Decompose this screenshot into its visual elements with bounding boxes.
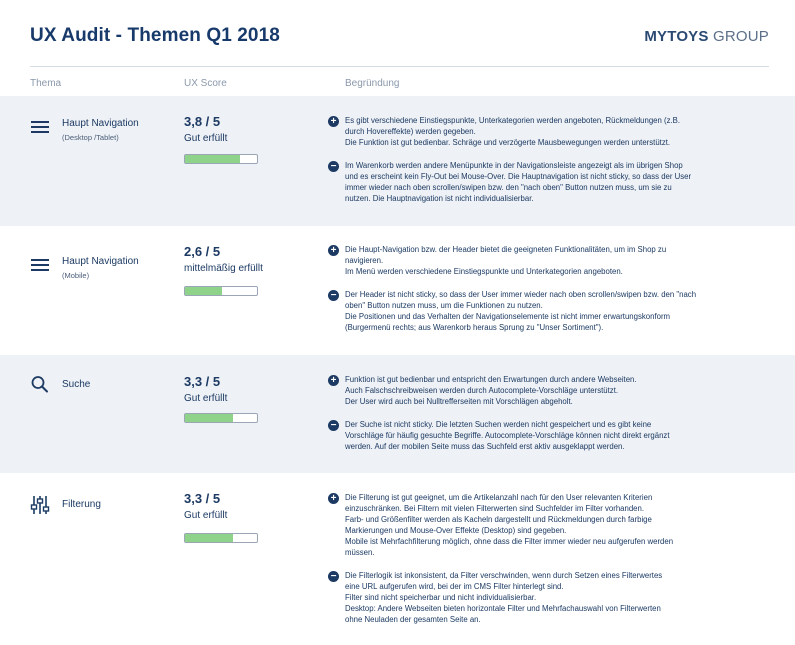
negative-point xyxy=(328,160,768,204)
minus-circle-icon: − xyxy=(328,290,339,301)
audit-row-haupt-navigation-desktop xyxy=(0,96,795,226)
score-bar-fill xyxy=(185,534,233,542)
reason-cell xyxy=(328,374,768,452)
score-bar xyxy=(184,533,258,543)
topic-subtitle: (Mobile) xyxy=(62,271,90,280)
score-label: Gut erfüllt xyxy=(184,393,228,404)
hamburger-menu-icon xyxy=(30,256,52,274)
score-cell xyxy=(184,491,227,521)
positive-point xyxy=(328,374,768,407)
topic-name: Haupt Navigation xyxy=(62,256,139,267)
positive-point xyxy=(328,115,768,148)
column-header-thema: Thema xyxy=(30,78,62,89)
company-logo xyxy=(644,28,769,45)
audit-row-filterung xyxy=(0,474,795,645)
positive-text: Die Haupt-Navigation bzw. der Header bietet die geeigneten Funktionalitäten, um im Shop zu navigieren. Im Menü werden verschiedene Einstiegspunkte und Unterkategorien angeboten. xyxy=(345,245,667,276)
positive-point xyxy=(328,492,768,558)
score-value: 3,3 / 5 xyxy=(184,374,221,389)
topic-name: Filterung xyxy=(62,499,101,510)
score-value: 3,3 / 5 xyxy=(184,491,221,506)
hamburger-menu-icon xyxy=(30,118,52,136)
reason-cell xyxy=(328,244,768,333)
score-cell xyxy=(184,114,227,144)
plus-circle-icon: + xyxy=(328,116,339,127)
score-bar xyxy=(184,154,258,164)
search-icon xyxy=(30,375,52,393)
topic-cell xyxy=(30,375,90,393)
audit-row-haupt-navigation-mobile xyxy=(0,228,795,354)
score-bar xyxy=(184,286,258,296)
positive-point xyxy=(328,244,768,277)
header-divider xyxy=(30,66,769,67)
score-value: 2,6 / 5 xyxy=(184,244,221,259)
topic-subtitle: (Desktop /Tablet) xyxy=(62,133,119,142)
positive-text: Die Filterung ist gut geeignet, um die Artikelanzahl nach für den User relevanten Kriterien einzuschränken. Bei Filtern mit vielen Filterwerten sind Suchfelder im Filter vorhanden. Farb- und Größenfilter werden als Kacheln dargestellt und Rückmeldungen durch farbige Markierungen und Mouse-Over Effekte (Desktop) sind gegeben. Mobile ist Mehrfachfilterung möglich, ohne dass die Filter immer wieder neu aufgerufen werden müssen. xyxy=(345,493,674,557)
audit-row-suche xyxy=(0,355,795,473)
negative-text: Der Suche ist nicht sticky. Die letzten Suchen werden nicht gespeichert und es gibt keine Vorschläge für häufig gesuchte Begriffe. Autocomplete-Vorschläge können nicht direkt ergänzt werden. Auf der mobilen Seite muss das Suchfeld erst aktiv ausgeklappt werden. xyxy=(345,420,670,451)
negative-point xyxy=(328,289,768,333)
page-title: UX Audit - Themen Q1 2018 xyxy=(30,25,280,46)
score-label: Gut erfüllt xyxy=(184,133,228,144)
score-bar-fill xyxy=(185,287,222,295)
reason-cell xyxy=(328,115,768,204)
score-cell xyxy=(184,374,227,404)
topic-cell xyxy=(30,256,139,280)
score-bar xyxy=(184,413,258,423)
minus-circle-icon: − xyxy=(328,161,339,172)
negative-point xyxy=(328,570,768,625)
plus-circle-icon: + xyxy=(328,493,339,504)
positive-text: Funktion ist gut bedienbar und entspricht den Erwartungen durch andere Webseiten. Auch Falschschreibweisen werden durch Autocomplete-Vorschläge unterstützt. Der User wird auch bei Nulltrefferseiten mit Vorschlägen abgeholt. xyxy=(345,375,637,406)
minus-circle-icon: − xyxy=(328,571,339,582)
filter-sliders-icon xyxy=(30,494,52,514)
topic-name: Suche xyxy=(62,379,91,390)
topic-cell xyxy=(30,494,101,514)
topic-cell xyxy=(30,118,139,142)
column-header-score: UX Score xyxy=(184,78,227,89)
score-value: 3,8 / 5 xyxy=(184,114,221,129)
score-bar-fill xyxy=(185,414,233,422)
negative-text: Die Filterlogik ist inkonsistent, da Filter verschwinden, wenn durch Setzen eines Filterwertes eine URL aufgerufen wird, bei der im CMS Filter hinterlegt sind. Filter sind nicht speicherbar und nicht individualisierbar. Desktop: Andere Webseiten bieten horizontale Filter und Mehrfachauswahl von Filterwerten ohne Neuladen der gesamten Seite an. xyxy=(345,571,663,624)
negative-text: Der Header ist nicht sticky, so dass der User immer wieder nach oben scrollen/swipen bzw. den "nach oben" Button nutzen muss, um die Funktionen zu nutzen. Die Positionen und das Verhalten der Navigationselemente ist nicht immer erwartungskonform (Burgermenü rechts; aus Warenkorb heraus Sprung zu "Unser Sortiment"). xyxy=(345,290,697,332)
score-cell xyxy=(184,244,263,274)
negative-text: Im Warenkorb werden andere Menüpunkte in der Navigationsleiste angezeigt als im übrigen Shop und es erscheint kein Fly-Out bei Mouse-Over. Die Hauptnavigation ist nicht sticky, so dass der User immer wieder nach oben scrollen/swipen bzw. den "nach oben" Button nutzen muss, um sie zu nutzen. Die Hauptnavigation ist nicht individualisierbar. xyxy=(345,161,692,203)
positive-text: Es gibt verschiedene Einstiegspunkte, Unterkategorien werden angeboten, Rückmeldungen (z.B. durch Hovereffekte) werden gegeben. Die Funktion ist gut bedienbar. Schräge und verzögerte Mausbewegungen werden unterstützt. xyxy=(345,116,681,147)
score-label: mittelmäßig erfüllt xyxy=(184,263,263,274)
column-header-begruendung: Begründung xyxy=(345,78,400,89)
negative-point xyxy=(328,419,768,452)
score-bar-fill xyxy=(185,155,240,163)
logo-light-text: GROUP xyxy=(712,28,769,45)
logo-bold-text: MYTOYS xyxy=(644,28,709,45)
plus-circle-icon: + xyxy=(328,375,339,386)
minus-circle-icon: − xyxy=(328,420,339,431)
reason-cell xyxy=(328,492,768,625)
score-label: Gut erfüllt xyxy=(184,510,228,521)
plus-circle-icon: + xyxy=(328,245,339,256)
topic-name: Haupt Navigation xyxy=(62,118,139,129)
